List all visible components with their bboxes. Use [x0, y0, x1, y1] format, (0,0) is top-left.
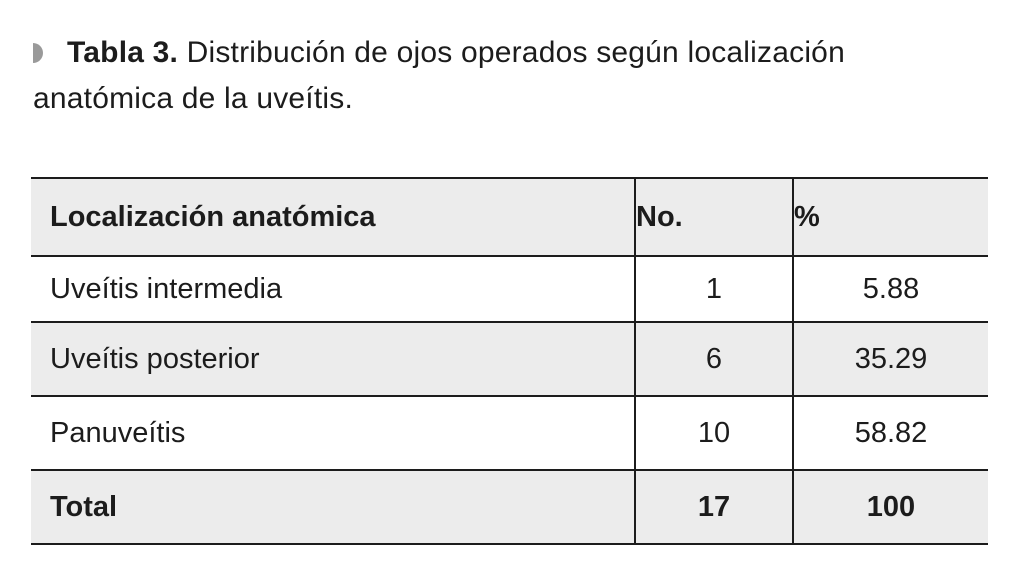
cell-count: 10: [635, 396, 793, 470]
table-header-row: [31, 178, 988, 256]
cell-percent: 58.82: [793, 396, 988, 470]
cell-location: Uveítis intermedia: [31, 256, 635, 322]
cell-location: Panuveítis: [31, 396, 635, 470]
total-label: Total: [31, 470, 635, 544]
table-row: [31, 396, 988, 470]
cell-count: 6: [635, 322, 793, 396]
table-row: [31, 256, 988, 322]
cell-location: Uveítis posterior: [31, 322, 635, 396]
total-percent: 100: [793, 470, 988, 544]
header-location: Localización anatómica: [31, 178, 635, 256]
distribution-table: [31, 177, 988, 545]
cell-percent: 35.29: [793, 322, 988, 396]
table-caption: [33, 30, 993, 122]
caption-label: Tabla 3.: [67, 36, 179, 69]
bullet-marker-icon: [33, 43, 43, 63]
total-count: 17: [635, 470, 793, 544]
cell-count: 1: [635, 256, 793, 322]
caption-text: Distribución de ojos operados según localización anatómica de la uveítis.: [33, 36, 845, 115]
table-total-row: [31, 470, 988, 544]
header-count: No.: [635, 178, 793, 256]
table-row: [31, 322, 988, 396]
header-percent: %: [793, 178, 988, 256]
cell-percent: 5.88: [793, 256, 988, 322]
